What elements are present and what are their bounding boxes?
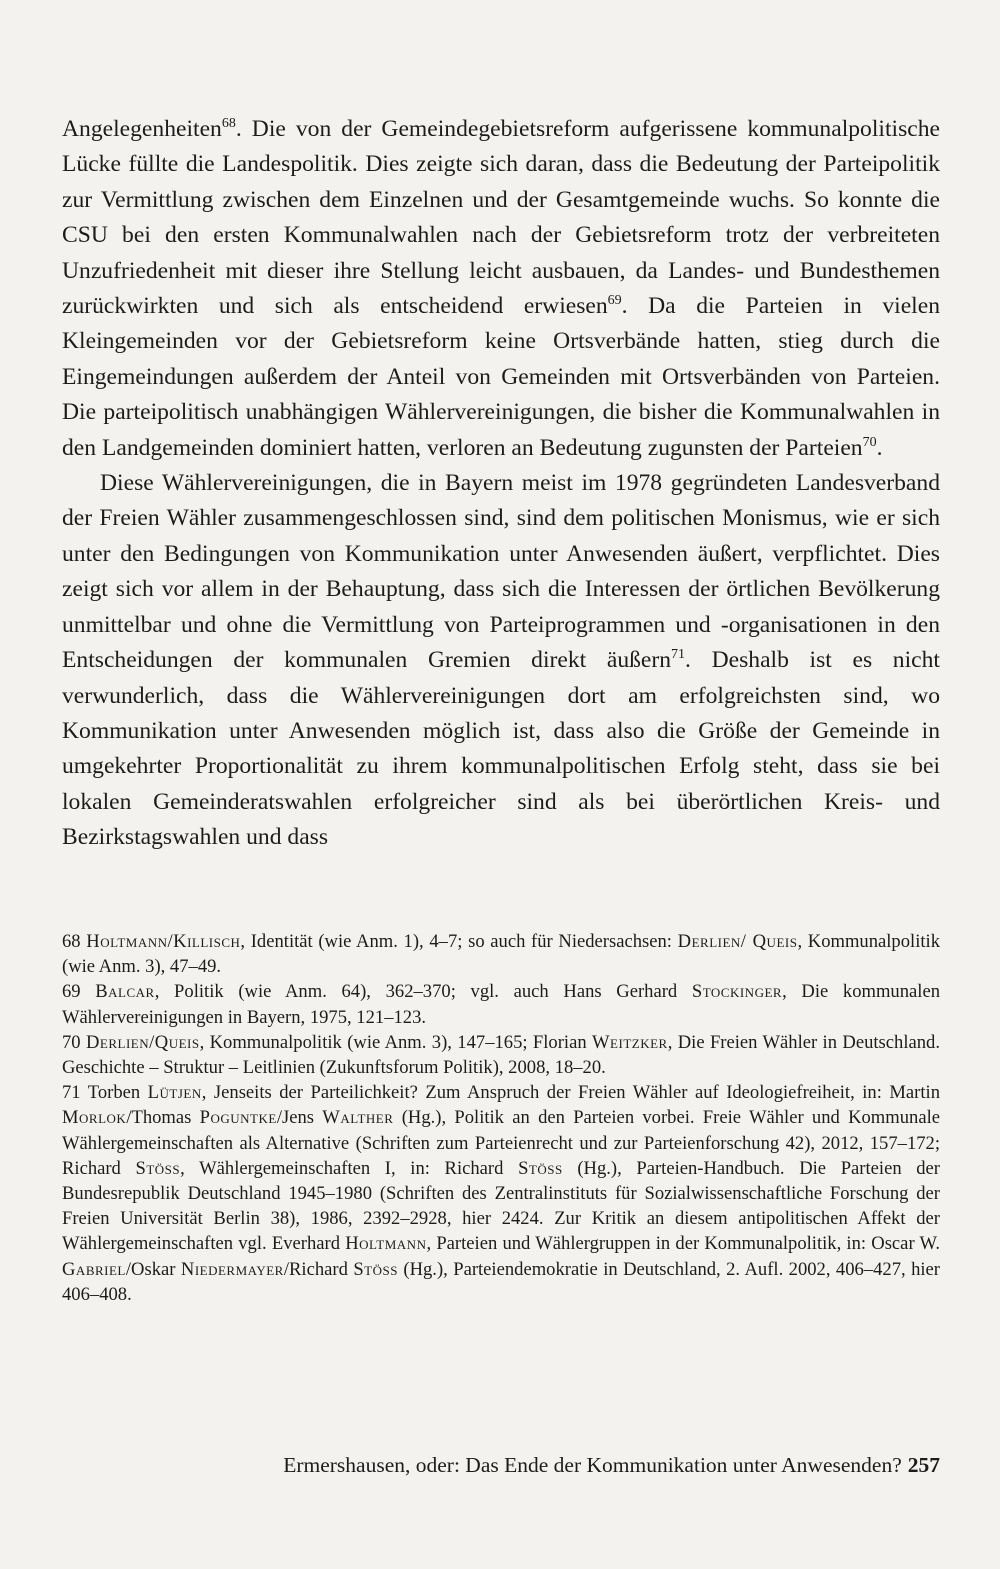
author: Stöss	[518, 1157, 563, 1179]
text-run: . Die von der Gemeindegebietsreform aufgerissene kommunalpolitische Lücke füllte die Landespolitik. Dies zeigte sich daran, dass die Bedeutung der Parteipolitik zur Vermittlung zwischen dem Einzelnen und der Gesamtgemeinde wuchs. So konnte die CSU bei den ersten Kommunalwahlen nach der Gebietsreform trotz der verbreiteten Unzufriedenheit mit dieser ihre Stellung leicht ausbauen, da Landes- und Bundesthemen zurückwirkten und sich als entscheidend erwiesen	[62, 116, 940, 320]
author: Lütjen	[147, 1082, 202, 1104]
text-run: (Hg.), Parteien-Handbuch. Die Parteien der Bundesrepublik Deutschland 1945–1980 (Schriften des Zentralinstituts für Sozialwissenschaftliche Forschung der Freien Universität Berlin 38), 1986, 2392–2928, hier 2424. Zur Kritik an diesem antipolitischen Affekt der Wählergemeinschaften vgl. Everhard	[62, 1157, 941, 1255]
text-run: Angelegenheiten	[62, 116, 222, 142]
text-run: , Kommunalpolitik (wie Anm. 3), 47–49.	[62, 931, 940, 978]
text-run: /Richard	[283, 1258, 354, 1280]
text-run: (Hg.), Parteiendemokratie in Deutschland, 2. Aufl. 2002, 406–427, hier 406–408.	[62, 1258, 940, 1305]
running-footer	[62, 1453, 940, 1478]
text-run: , Parteien und Wählergruppen in der Kommunalpolitik, in: Oscar W.	[426, 1233, 940, 1255]
paragraph	[62, 466, 940, 855]
author: Holtmann/Killisch	[86, 931, 241, 952]
author: Derlien/ Queis	[677, 931, 798, 952]
text-run: /Oskar	[125, 1258, 181, 1280]
text-run: , Jenseits der Parteilichkeit? Zum Anspruch der Freien Wähler auf Ideologiefreiheit, in: Martin	[201, 1082, 940, 1104]
footnote-70	[62, 1030, 940, 1080]
paragraph	[62, 112, 940, 466]
text-run: . Da die Parteien in vielen Kleingemeinden vor der Gebietsreform keine Ortsverbände hatten, stieg durch die Eingemeindungen außerdem der Anteil von Gemeinden mit Ortsverbänden von Parteien. Die parteipolitisch unabhängigen Wählervereinigungen, die bisher die Kommunalwahlen in den Landgemeinden dominiert hatten, verloren an Bedeutung zugunsten der Parteien	[62, 293, 940, 461]
author: Stockinger	[691, 981, 783, 1003]
text-run: , Kommunalpolitik (wie Anm. 3), 147–165; Florian	[199, 1031, 592, 1053]
text-run: . Deshalb ist es nicht verwunderlich, dass die Wählervereinigungen dort am erfolgreichsten sind, wo Kommunikation unter Anwesenden möglich ist, dass also die Größe der Gemeinde in umgekehrter Proportionalität zu ihrem kommunalpolitischen Erfolg steht, dass sie bei lokalen Gemeinderatswahlen erfolgreicher sind als bei überörtlichen Kreis- und Bezirkstagswahlen und dass	[62, 647, 940, 851]
footnote-68	[62, 929, 940, 979]
text-run: , Identität (wie Anm. 1), 4–7; so auch für Niedersachsen:	[240, 931, 678, 952]
footnote-71	[62, 1080, 940, 1307]
author: Balcar	[95, 981, 155, 1003]
text-run: .	[876, 434, 883, 461]
footnotes	[62, 929, 940, 1307]
text-run: (Hg.), Politik an den Parteien vorbei. Freie Wähler und Kommunale Wählergemeinschaften als Alternative (Schriften zum Parteienrecht und zur Parteienforschung 42), 2012, 157–172; Richard	[62, 1107, 940, 1179]
author: Gabriel	[62, 1258, 126, 1280]
footnote-number: 68	[62, 931, 81, 952]
footnote-ref-71[interactable]: 71	[671, 647, 686, 663]
text-run: , Wählergemeinschaften I, in: Richard	[180, 1157, 519, 1179]
footnote-ref-70[interactable]: 70	[862, 434, 877, 450]
main-text	[62, 112, 940, 856]
text-run: Diese Wählervereinigungen, die in Bayern meist im 1978 gegründeten Landesverband der Freien Wähler zusammengeschlossen sind, sind dem politischen Monismus, wie er sich unter den Bedingungen von Kommunikation unter Anwesenden äußert, verpflichtet. Dies zeigt sich vor allem in der Behauptung, dass sich die Interessen der örtlichen Bevölkerung unmittelbar und ohne die Vermittlung von Parteiprogrammen und -organisationen in den Entscheidungen der kommunalen Gremien direkt äußern	[62, 470, 940, 674]
author: Morlok	[62, 1107, 127, 1129]
footnote-ref-69[interactable]: 69	[607, 293, 622, 309]
running-title: Ermershausen, oder: Das Ende der Kommunikation unter Anwesenden?	[283, 1453, 902, 1477]
author: Stöss	[135, 1157, 181, 1179]
text-run: /Jens	[276, 1107, 323, 1129]
text-run: , Die kommunalen Wählervereinigungen in Bayern, 1975, 121–123.	[62, 981, 940, 1028]
text-run: , Die Freien Wähler in Deutschland. Geschichte – Struktur – Leitlinien (Zukunftsforum Politik), 2008, 18–20.	[62, 1031, 940, 1079]
footnote-ref-68[interactable]: 68	[221, 116, 236, 132]
author: Weitzker	[592, 1031, 668, 1053]
author: Walther	[322, 1107, 394, 1129]
page-number: 257	[907, 1453, 940, 1477]
text-run: , Politik (wie Anm. 64), 362–370; vgl. auch Hans Gerhard	[154, 981, 692, 1003]
footnote-number: 69	[62, 981, 81, 1003]
author: Holtmann	[345, 1233, 427, 1255]
text-run: Torben	[87, 1082, 148, 1104]
author: Niedermayer	[180, 1258, 284, 1280]
author: Derlien/Queis	[85, 1031, 200, 1053]
footnote-number: 71	[62, 1082, 81, 1104]
footnote-69	[62, 979, 940, 1029]
author: Stöss	[353, 1258, 398, 1280]
author: Poguntke	[199, 1107, 277, 1129]
footnote-number: 70	[62, 1031, 81, 1053]
text-run: /Thomas	[126, 1107, 200, 1129]
